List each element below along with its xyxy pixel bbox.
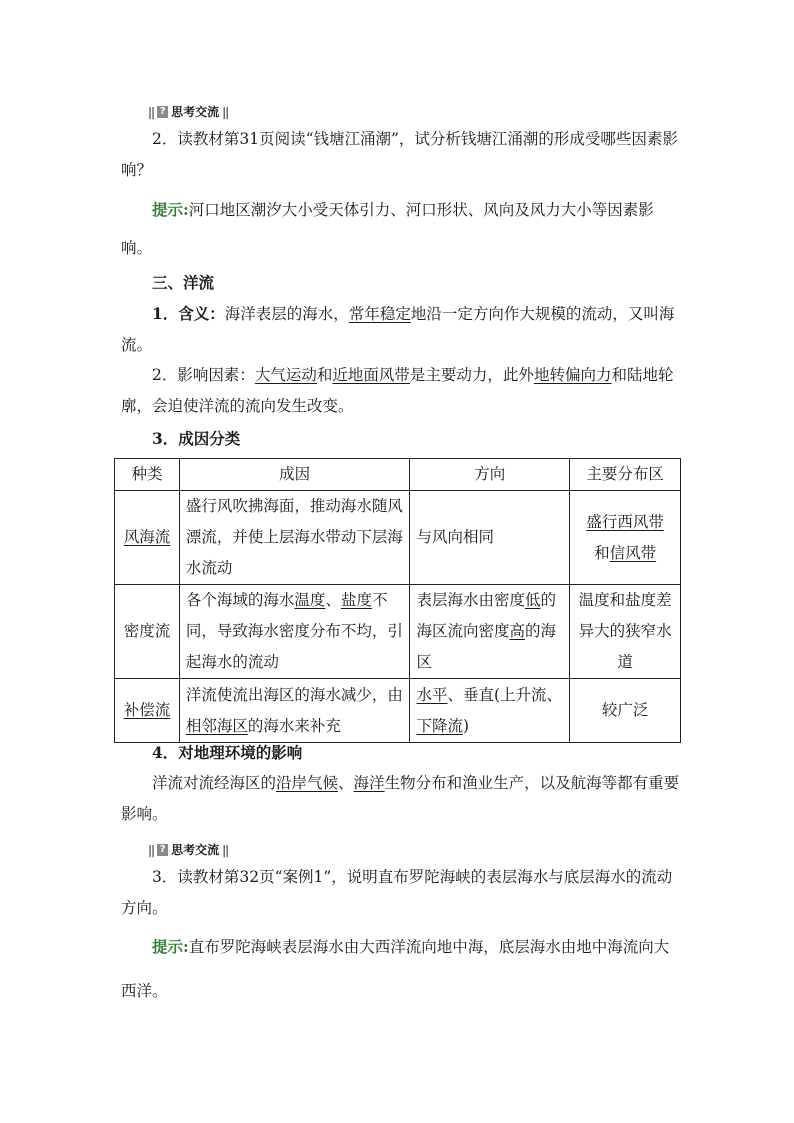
header-direction: 方向 [410,459,570,491]
impact-paragraph: 洋流对流经海区的沿岸气候、海洋生物分布和渔业生产，以及航海等都有重要影响。 [121,774,680,823]
table-row [115,491,681,585]
kind-cell: 密度流 [115,585,180,679]
kind-cell: 补偿流 [115,679,180,743]
answer-2: 提示:河口地区潮汐大小受天体引力、河口形状、风向及风力大小等因素影响。 [121,200,654,257]
hint-label: 提示: [152,200,189,219]
hint-label: 提示: [152,937,189,956]
classification-title: 3．成因分类 [152,429,241,448]
question-mark-icon: ? [157,844,168,856]
section-title: 三、洋流 [152,273,215,292]
cause-cell: 各个海域的海水温度、盐度不同，导致海水密度分布不均，引起海水的流动 [179,585,410,679]
question-3: 3．读教材第32页“案例1”，说明直布罗陀海峡的表层海水与底层海水的流动方向。 [121,868,673,917]
direction-cell: 与风向相同 [410,491,570,585]
question-mark-icon: ? [157,106,168,118]
impact-title: 4．对地理环境的影响 [152,743,303,762]
table-row [115,585,681,679]
direction-cell: 水平、垂直(上升流、下降流) [410,679,570,743]
question-2: 2．读教材第31页阅读“钱塘江涌潮”，试分析钱塘江涌潮的形成受哪些因素影响？ [121,130,678,179]
kind-cell: 风海流 [115,491,180,585]
direction-cell: 表层海水由密度低的海区流向密度高的海区 [410,585,570,679]
header-cause: 成因 [179,459,410,491]
definition-paragraph: 1．含义：海洋表层的海水，常年稳定地沿一定方向作大规模的流动，又叫海流。 [121,304,675,354]
cause-cell: 盛行风吹拂海面，推动海水随风漂流，并使上层海水带动下层海水流动 [179,491,410,585]
distribution-cell: 较广泛 [570,679,681,743]
ocean-current-table [114,458,681,743]
distribution-cell: 温度和盐度差异大的狭窄水道 [570,585,681,679]
table-header-row [115,459,681,491]
header-distribution: 主要分布区 [570,459,681,491]
header-kind: 种类 [115,459,180,491]
cause-cell: 洋流使流出海区的海水减少，由相邻海区的海水来补充 [179,679,410,743]
think-exchange-tag: || ? 思考交流 || [148,104,229,119]
answer-3: 提示:直布罗陀海峡表层海水由大西洋流向地中海，底层海水由地中海流向大西洋。 [121,937,670,1000]
distribution-cell: 盛行西风带 和信风带 [570,491,681,585]
factors-paragraph: 2．影响因素：大气运动和近地面风带是主要动力，此外地转偏向力和陆地轮廓，会迫使洋流的流向发生改变。 [121,366,674,415]
table-row [115,679,681,743]
think-exchange-tag: || ? 思考交流 || [148,842,229,857]
